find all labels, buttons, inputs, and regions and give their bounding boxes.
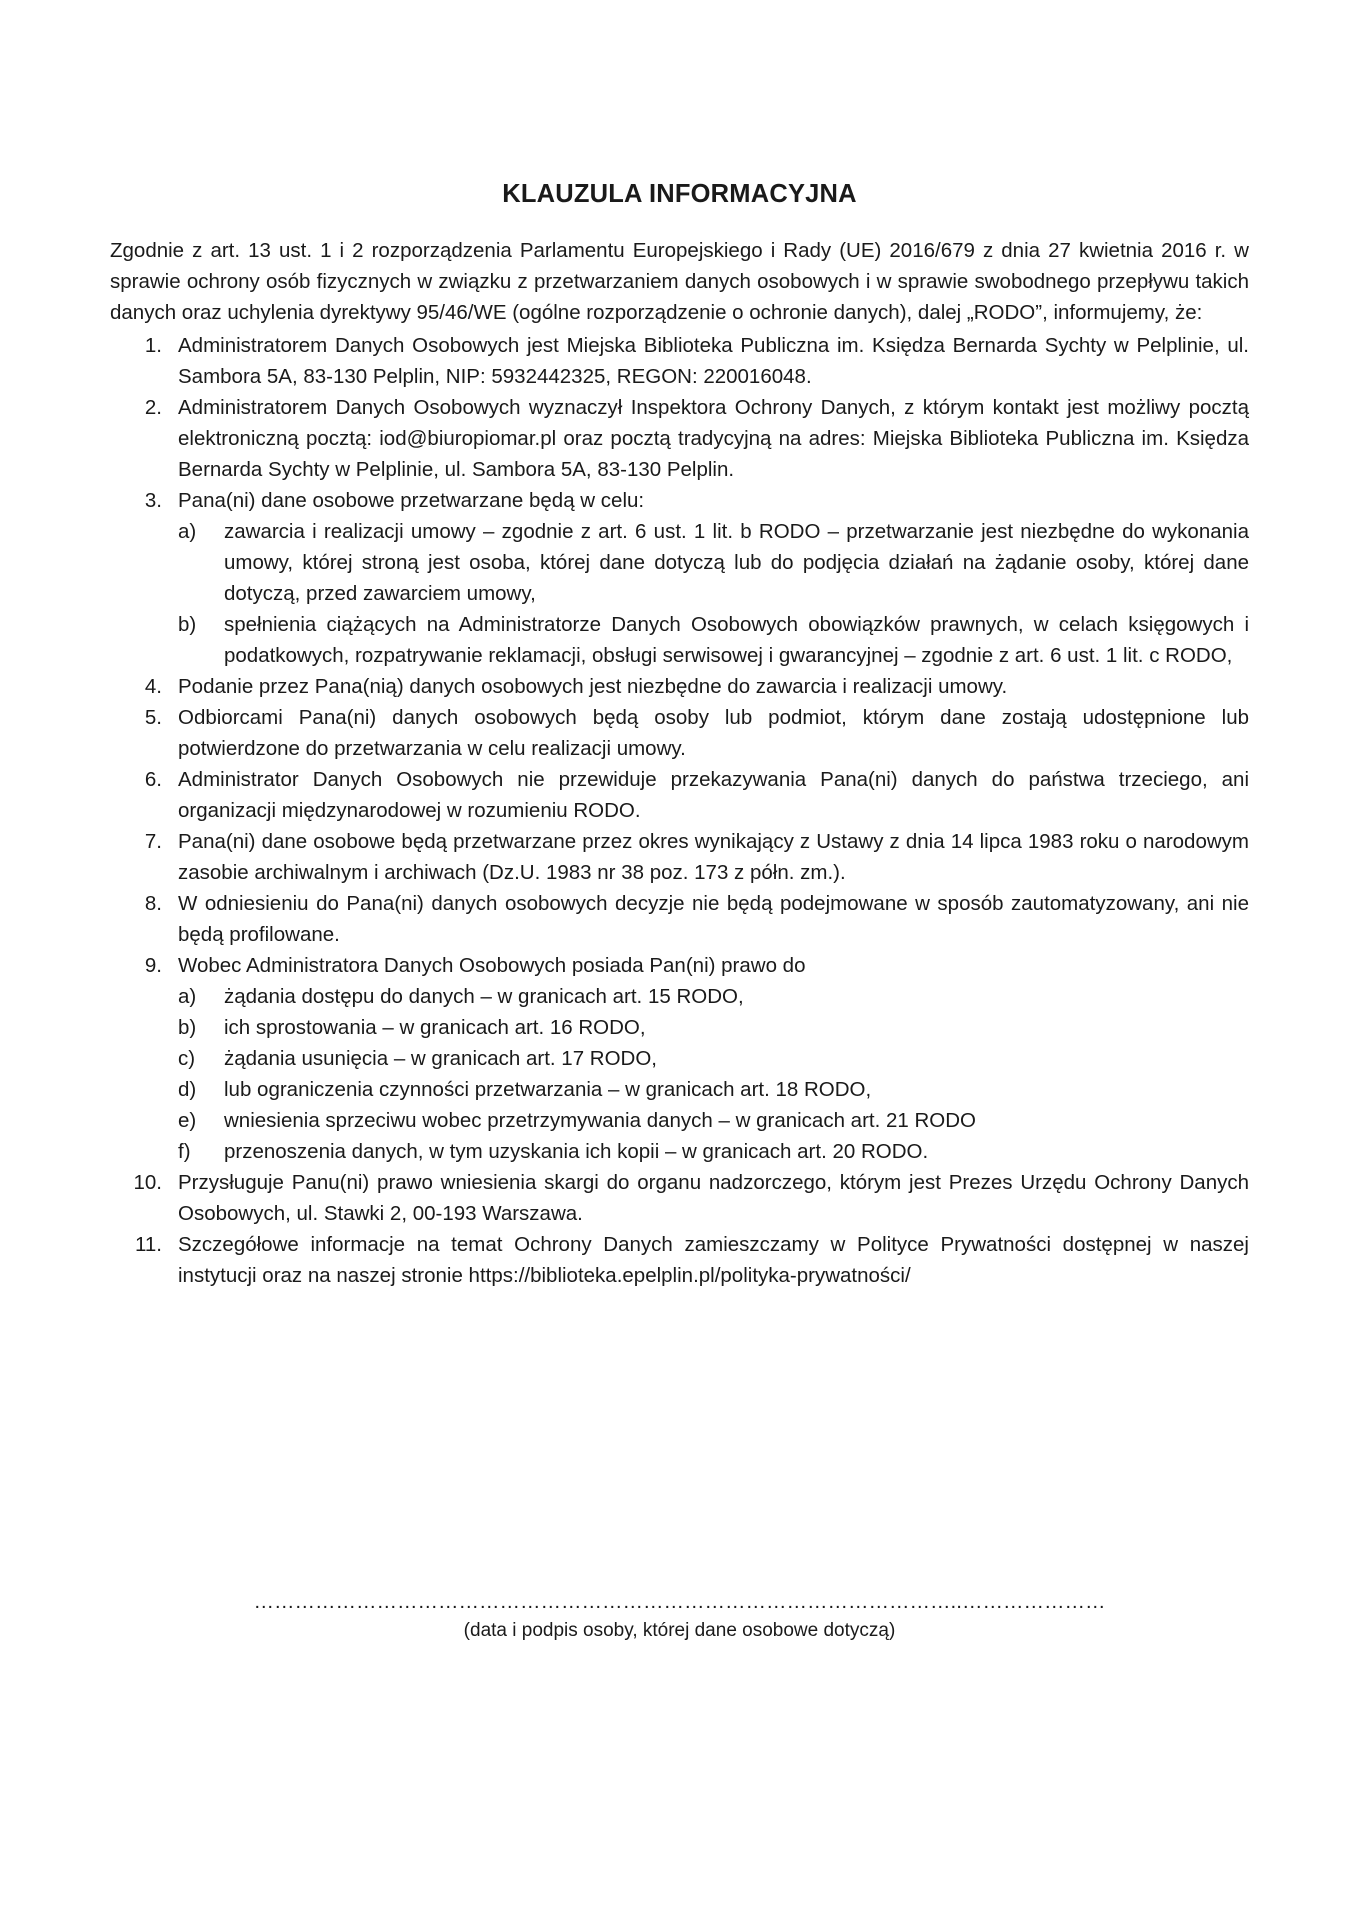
- list-item-number: 5.: [144, 706, 162, 729]
- list-item: [110, 826, 1249, 888]
- sub-list-item-text: zawarcia i realizacji umowy – zgodnie z art. 6 ust. 1 lit. b RODO – przetwarzanie jest niezbędne do wykonania umowy, której stroną jest osoba, której dane dotyczą lub do podjęcia działań na żądanie osoby, której dane dotyczą, przed zawarciem umowy,: [224, 520, 1249, 605]
- sub-list-item: [178, 1012, 1249, 1043]
- sub-list-item: [178, 1136, 1249, 1167]
- list-item-number: 11.: [135, 1233, 162, 1256]
- list-item-number: 3.: [144, 489, 162, 512]
- list-item: [110, 888, 1249, 950]
- signature-block: [110, 1590, 1249, 1642]
- list-item: [110, 485, 1249, 671]
- list-item: [110, 1229, 1249, 1291]
- sub-clause-list: [178, 981, 1249, 1167]
- list-item: [110, 950, 1249, 1167]
- list-item-text: Podanie przez Pana(nią) danych osobowych jest niezbędne do zawarcia i realizacji umowy.: [178, 675, 1008, 698]
- sub-clause-list: [178, 516, 1249, 671]
- sub-list-item-number: b): [178, 613, 197, 636]
- sub-list-item-text: żądania dostępu do danych – w granicach art. 15 RODO,: [224, 985, 744, 1008]
- list-item: [110, 671, 1249, 702]
- list-item-text: Administratorem Danych Osobowych wyznaczył Inspektora Ochrony Danych, z którym kontakt jest możliwy pocztą elektroniczną pocztą: iod@biuropiomar.pl oraz pocztą tradycyjną na adres: Miejska Biblioteka Publiczna im. Księdza Bernarda Sychty w Pelplinie, ul. Sambora 5A, 83-130 Pelplin.: [178, 396, 1249, 481]
- sub-list-item-text: przenoszenia danych, w tym uzyskania ich kopii – w granicach art. 20 RODO.: [224, 1140, 929, 1163]
- sub-list-item-text: żądania usunięcia – w granicach art. 17 RODO,: [224, 1047, 658, 1070]
- list-item-number: 10.: [133, 1171, 162, 1194]
- sub-list-item-number: f): [178, 1140, 191, 1163]
- list-item-number: 8.: [144, 892, 162, 915]
- sub-list-item: [178, 609, 1249, 671]
- list-item: [110, 392, 1249, 485]
- sub-list-item-number: a): [178, 520, 197, 543]
- list-item-text: Pana(ni) dane osobowe będą przetwarzane przez okres wynikający z Ustawy z dnia 14 lipca 1983 roku o narodowym zasobie archiwalnym i archiwach (Dz.U. 1983 nr 38 poz. 173 z półn. zm.).: [178, 830, 1249, 884]
- sub-list-item: [178, 1074, 1249, 1105]
- list-item-text: Pana(ni) dane osobowe przetwarzane będą w celu:: [178, 489, 645, 512]
- signature-caption: (data i podpis osoby, której dane osobowe dotyczą): [463, 1620, 896, 1641]
- list-item: [110, 764, 1249, 826]
- list-item-number: 9.: [144, 954, 162, 977]
- list-item-text: Administratorem Danych Osobowych jest Miejska Biblioteka Publiczna im. Księdza Bernarda Sychty w Pelplinie, ul. Sambora 5A, 83-130 Pelplin, NIP: 5932442325, REGON: 220016048.: [178, 334, 1249, 388]
- sub-list-item-number: a): [178, 985, 197, 1008]
- clause-list: [110, 330, 1249, 1291]
- list-item-text: W odniesieniu do Pana(ni) danych osobowych decyzje nie będą podejmowane w sposób zautomatyzowany, ani nie będą profilowane.: [178, 892, 1249, 946]
- intro-paragraph: Zgodnie z art. 13 ust. 1 i 2 rozporządzenia Parlamentu Europejskiego i Rady (UE) 2016/679 z dnia 27 kwietnia 2016 r. w sprawie ochrony osób fizycznych w związku z przetwarzaniem danych osobowych i w sprawie swobodnego przepływu takich danych oraz uchylenia dyrektywy 95/46/WE (ogólne rozporządzenie o ochronie danych), dalej „RODO”, informujemy, że:: [110, 239, 1249, 324]
- sub-list-item-number: c): [178, 1047, 196, 1070]
- list-item: [110, 330, 1249, 392]
- list-item-text: Szczegółowe informacje na temat Ochrony Danych zamieszczamy w Polityce Prywatności dostępnej w naszej instytucji oraz na naszej stronie https://biblioteka.epelplin.pl/polityka-prywatności/: [178, 1233, 1249, 1287]
- list-item-text: Wobec Administratora Danych Osobowych posiada Pan(ni) prawo do: [178, 954, 806, 977]
- page-title: KLAUZULA INFORMACYJNA: [502, 180, 857, 208]
- list-item: [110, 1167, 1249, 1229]
- list-item-number: 2.: [144, 396, 162, 419]
- sub-list-item-number: d): [178, 1078, 197, 1101]
- sub-list-item: [178, 981, 1249, 1012]
- sub-list-item: [178, 1043, 1249, 1074]
- list-item-number: 7.: [144, 830, 162, 853]
- list-item-number: 6.: [144, 768, 162, 791]
- sub-list-item: [178, 516, 1249, 609]
- list-item-text: Przysługuje Panu(ni) prawo wniesienia skargi do organu nadzorczego, którym jest Prezes Urzędu Ochrony Danych Osobowych, ul. Stawki 2, 00-193 Warszawa.: [178, 1171, 1249, 1225]
- list-item-text: Administrator Danych Osobowych nie przewiduje przekazywania Pana(ni) danych do państwa trzeciego, ani organizacji międzynarodowej w rozumieniu RODO.: [178, 768, 1249, 822]
- sub-list-item-number: b): [178, 1016, 197, 1039]
- sub-list-item-number: e): [178, 1109, 197, 1132]
- list-item-number: 4.: [144, 675, 162, 698]
- list-item-text: Odbiorcami Pana(ni) danych osobowych będą osoby lub podmiot, którym dane zostają udostępnione lub potwierdzone do przetwarzania w celu realizacji umowy.: [178, 706, 1249, 760]
- sub-list-item-text: wniesienia sprzeciwu wobec przetrzymywania danych – w granicach art. 21 RODO: [224, 1109, 976, 1132]
- sub-list-item-text: ich sprostowania – w granicach art. 16 RODO,: [224, 1016, 646, 1039]
- sub-list-item-text: lub ograniczenia czynności przetwarzania – w granicach art. 18 RODO,: [224, 1078, 872, 1101]
- sub-list-item: [178, 1105, 1249, 1136]
- signature-dotted-line: …………………………………………………………………………………………..…………………: [253, 1590, 1106, 1613]
- list-item-number: 1.: [144, 334, 162, 357]
- sub-list-item-text: spełnienia ciążących na Administratorze Danych Osobowych obowiązków prawnych, w celach księgowych i podatkowych, rozpatrywanie reklamacji, obsługi serwisowej i gwarancyjnej – zgodnie z art. 6 ust. 1 lit. c RODO,: [224, 613, 1249, 667]
- list-item: [110, 702, 1249, 764]
